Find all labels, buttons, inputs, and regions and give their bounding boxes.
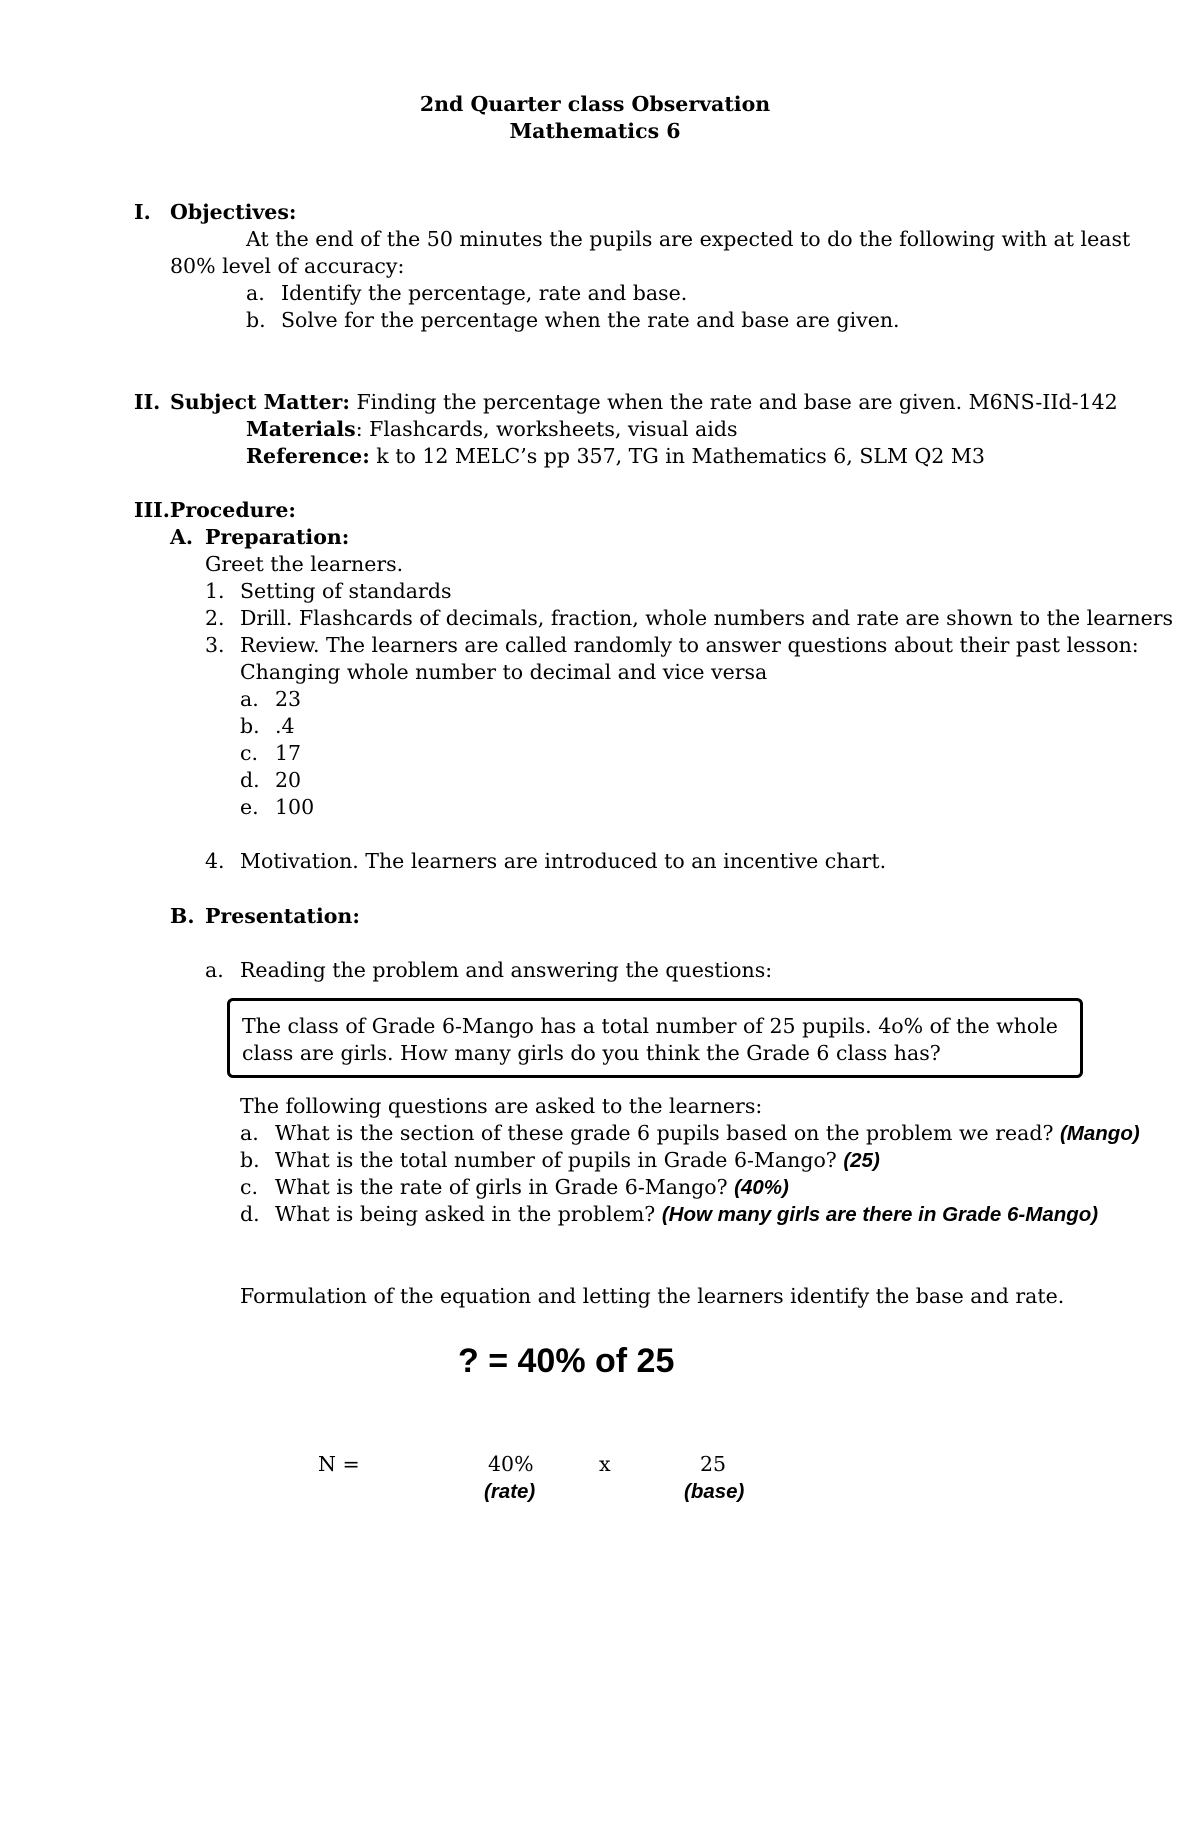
subject-matter-text: Finding the percentage when the rate and base are given. M6NS-IId-142 (356, 390, 1118, 414)
step-marker: 1. (205, 579, 225, 603)
question-marker: b. (240, 1148, 260, 1172)
motivation-marker: 4. (205, 849, 225, 873)
question-item (275, 1174, 789, 1201)
objective-item: Identify the percentage, rate and base. (281, 281, 688, 305)
reference-label: Reference: (246, 444, 370, 468)
question-text: What is the rate of girls in Grade 6-Mango? (275, 1175, 735, 1199)
review-item: 23 (275, 687, 302, 711)
preparation-heading: Preparation: (205, 525, 350, 549)
solution-lhs: N = (318, 1452, 360, 1476)
preparation-marker: A. (170, 525, 194, 549)
question-marker: d. (240, 1202, 260, 1226)
subject-matter-numeral: II. (134, 390, 161, 414)
question-marker: c. (240, 1175, 258, 1199)
presentation-marker: B. (170, 904, 195, 928)
subject-matter-heading: Subject Matter: (170, 390, 350, 414)
question-answer: (How many girls are there in Grade 6-Mango) (661, 1203, 1099, 1226)
review-item-marker: c. (240, 741, 258, 765)
question-answer: (25) (843, 1149, 880, 1172)
review-item-marker: e. (240, 795, 259, 819)
greet-learners: Greet the learners. (205, 552, 404, 576)
objectives-intro-line2: 80% level of accuracy: (170, 254, 405, 278)
objectives-numeral: I. (134, 200, 151, 224)
question-item (275, 1201, 1098, 1228)
step-marker: 3. (205, 633, 225, 657)
objectives-heading: Objectives: (170, 200, 297, 224)
review-item-marker: a. (240, 687, 259, 711)
step-item: Setting of standards (240, 579, 452, 603)
objective-item-marker: a. (246, 281, 265, 305)
review-item-marker: d. (240, 768, 260, 792)
solution-rate-label: (rate) (484, 1480, 536, 1503)
review-subline: Changing whole number to decimal and vice versa (240, 660, 768, 684)
formulation-text: Formulation of the equation and letting the learners identify the base and rate. (240, 1284, 1065, 1308)
step-marker: 2. (205, 606, 225, 630)
review-item: .4 (275, 714, 295, 738)
question-item (275, 1120, 1140, 1147)
motivation-text: Motivation. The learners are introduced to an incentive chart. (240, 849, 887, 873)
document-title: 2nd Quarter class Observation (419, 92, 771, 116)
solution-base-label: (base) (684, 1480, 745, 1503)
presentation-heading: Presentation: (205, 904, 360, 928)
reading-text: Reading the problem and answering the questions: (240, 958, 773, 982)
step-item: Review. The learners are called randomly to answer questions about their past lesson: (240, 633, 1139, 657)
objective-item-marker: b. (246, 308, 266, 332)
procedure-heading: III.Procedure: (134, 498, 296, 522)
question-text: What is the section of these grade 6 pupils based on the problem we read? (275, 1121, 1060, 1145)
solution-base-value: 25 (700, 1452, 727, 1476)
document-subtitle: Mathematics 6 (509, 119, 681, 143)
materials-text: : Flashcards, worksheets, visual aids (355, 417, 738, 441)
reading-marker: a. (205, 958, 224, 982)
materials-label: Materials (246, 417, 356, 441)
reference-text: k to 12 MELC’s pp 357, TG in Mathematics 6, SLM Q2 M3 (369, 444, 985, 468)
solution-rate-value: 40% (488, 1452, 534, 1476)
question-text: What is being asked in the problem? (275, 1202, 662, 1226)
materials-line (246, 416, 737, 443)
objectives-intro-line1: At the end of the 50 minutes the pupils are expected to do the following with at least (246, 227, 1131, 251)
review-item: 100 (275, 795, 315, 819)
questions-intro: The following questions are asked to the learners: (240, 1094, 763, 1118)
question-answer: (Mango) (1059, 1122, 1140, 1145)
question-text: What is the total number of pupils in Grade 6-Mango? (275, 1148, 844, 1172)
reference-line (246, 443, 985, 470)
objective-item: Solve for the percentage when the rate and base are given. (281, 308, 900, 332)
solution-operator: x (599, 1452, 611, 1476)
problem-box (227, 998, 1083, 1078)
subject-matter-line (170, 389, 1118, 416)
review-item-marker: b. (240, 714, 260, 738)
question-marker: a. (240, 1121, 259, 1145)
review-item: 20 (275, 768, 302, 792)
step-item: Drill. Flashcards of decimals, fraction, whole numbers and rate are shown to the learners (240, 606, 1174, 630)
equation: ? = 40% of 25 (458, 1342, 675, 1380)
review-item: 17 (275, 741, 302, 765)
question-item (275, 1147, 880, 1174)
question-answer: (40%) (734, 1176, 789, 1199)
problem-text: The class of Grade 6-Mango has a total number of 25 pupils. 4o% of the whole class are girls. How many girls do you think the Grade 6 class has? (242, 1014, 1058, 1065)
